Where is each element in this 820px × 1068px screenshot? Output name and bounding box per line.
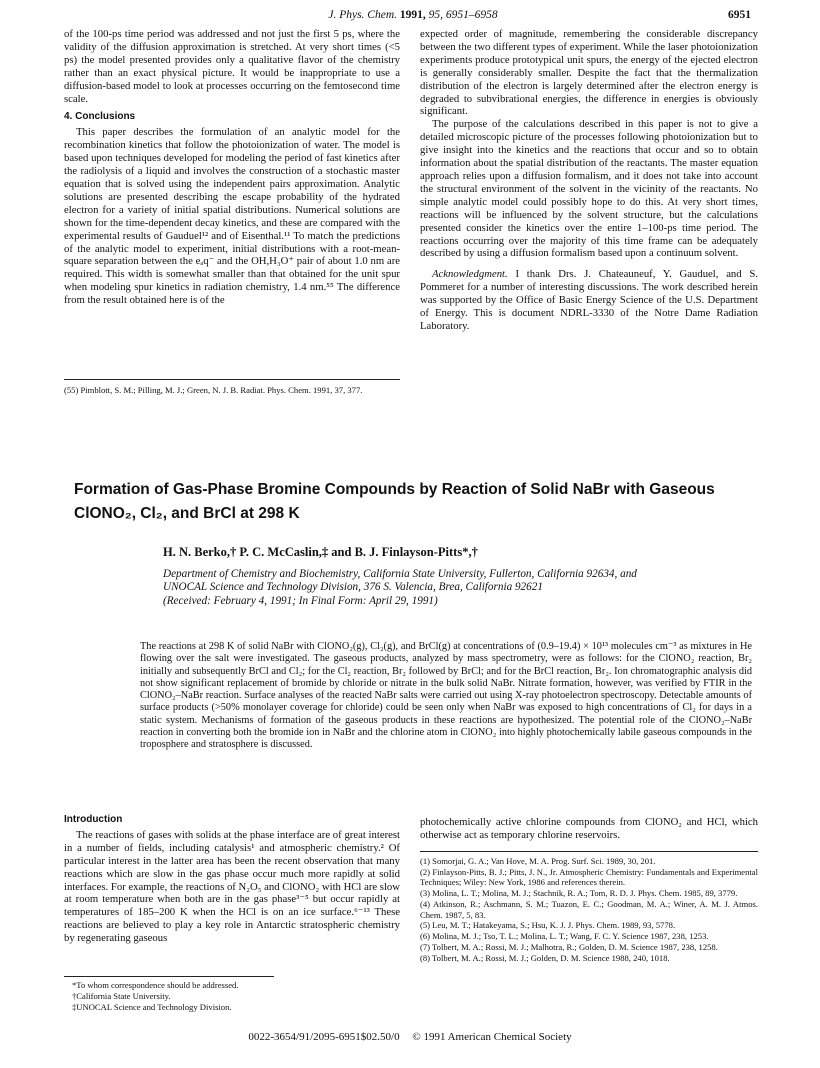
acknowledgment-label: Acknowledgment.: [432, 268, 508, 281]
abstract-text: The reactions at 298 K of solid NaBr with ClONO₂(g), Cl₂(g), and BrCl(g) at concentrations of (0.9–19.4) × 10¹³ molecules cm⁻³ as mixtures in He flowing over the salt were investigated. The gaseous products, analyzed by mass spectrometry, were as follows: for the ClONO₂ reaction, Br₂ initially and subsequently BrCl and Cl₂; for the Cl₂ reaction, Br₂ followed by BrCl; and for the BrCl reaction, Br₂. Ion chromatographic analysis did not show significant replacement of bromide by chloride or nitrate in the bulk solid NaBr. Nitrate formation, however, was verified by FTIR in the ClONO₂–NaBr reaction. Surface analyses of the reacted NaBr salts were carried out using X-ray photoelectron spectroscopy. Detectable amounts of surface products (>50% monolayer coverage for chloride) could be seen only when NaBr was exposed to high concentrations of Cl₂ for days in a static system. Mechanisms of formation of the gaseous products in these reactions are hypothesized. The potential role of the ClONO₂–NaBr reaction in converting both the bromide ion in NaBr and the chlorine atom in ClONO₂ into highly photochemically labile gaseous compounds in the troposphere and stratosphere is discussed.: [140, 641, 752, 751]
footnote-divider: [64, 379, 400, 380]
corresponding-author-note: *To whom correspondence should be addressed.: [72, 980, 239, 990]
reference-item: (8) Tolbert, M. A.; Rossi, M. J.; Golden, D. M. Science 1988, 240, 1018.: [420, 953, 670, 964]
affiliation: [163, 568, 773, 608]
reference-item: (4) Atkinson, R.; Aschmann, S. M.; Tuazon, E. C.; Goodman, M. A.; Winer, A. M. J. Atmos. Chem. 1987, 5, 83.: [420, 899, 758, 920]
section-heading: 4. Conclusions: [64, 111, 136, 123]
reference-item: (6) Molina, M. J.; Tso, T. L.; Molina, L. T.; Wang, F. C. Y. Science 1987, 238, 1253.: [420, 931, 709, 942]
acknowledgment-text: I thank Drs. J. Chateauneuf, Y. Gauduel, and S. Pommeret for a number of interesting discussions. The work described herein was supported by the Office of Basic Energy Science of the U.S. Department of Energy. This is document NDRL-3330 of the Notre Dame Radiation Laboratory.: [420, 268, 758, 332]
abstract: [140, 641, 752, 752]
page-number: 6951: [728, 9, 751, 21]
affiliation-line: Department of Chemistry and Biochemistry, California State University, Fullerton, California 92634, and: [163, 568, 637, 580]
article-code: 0022-3654/91/2095-6951$02.50/0: [248, 1031, 400, 1043]
paragraph: expected order of magnitude, remembering the considerable discrepancy between the two different types of experiment. While the laser photoionization experiments produce prototypical unit spurs, the energy of the ejected electron is generally considerably smaller. Despite the fact that the thermalization distribution of the electron is largely determined after the electron energy is degraded to subvibrational energies, the difference in energies is obviously significant.: [420, 28, 758, 118]
introduction-left-column: [64, 814, 400, 945]
journal-name: J. Phys. Chem.: [328, 9, 398, 21]
authors: H. N. Berko,† P. C. McCaslin,‡ and B. J. Finlayson-Pitts*,†: [163, 545, 478, 559]
footnote: [64, 385, 400, 396]
reference-item: (2) Finlayson-Pitts, B. J.; Pitts, J. N., Jr. Atmospheric Chemistry: Fundamentals and Experimental Techniques; Wiley: New York, 1986 and references therein.: [420, 866, 758, 888]
affiliation-note: ‡UNOCAL Science and Technology Division.: [72, 1001, 232, 1012]
article-title-line: Formation of Gas-Phase Bromine Compounds by Reaction of Solid NaBr with Gaseous: [74, 481, 715, 498]
introduction-right-column: [420, 816, 758, 842]
references-divider: [420, 851, 758, 852]
article-title-line: ClONO₂, Cl₂, and BrCl at 298 K: [74, 505, 300, 522]
previous-article-left-column: [64, 28, 400, 307]
running-head: [75, 9, 751, 25]
reference-item: (7) Tolbert, M. A.; Rossi, M. J.; Malhotra, R.; Golden, D. M. Science 1987, 238, 1258.: [420, 942, 718, 953]
footnote-55: (55) Pimblott, S. M.; Pilling, M. J.; Green, N. J. B. Radiat. Phys. Chem. 1991, 37, 377.: [64, 385, 363, 395]
journal-year: 1991,: [399, 9, 426, 21]
affiliation-line: UNOCAL Science and Technology Division, 376 S. Valencia, Brea, California 92621: [163, 581, 543, 594]
correspondence-notes: [72, 980, 402, 1013]
reference-item: (3) Molina, L. T.; Molina, M. J.; Stachnik, R. A.; Tom, R. D. J. Phys. Chem. 1985, 89, 3779.: [420, 888, 738, 899]
page-footer: [0, 1031, 820, 1043]
reference-item: (5) Leu, M. T.; Hatakeyama, S.; Hsu, K. J. J. Phys. Chem. 1989, 93, 5778.: [420, 920, 676, 931]
paragraph: photochemically active chlorine compounds from ClONO₂ and HCl, which otherwise act as temporary chlorine reservoirs.: [420, 816, 758, 841]
section-heading: Introduction: [64, 814, 123, 825]
acknowledgment: [420, 268, 758, 333]
footnote-divider: [64, 976, 274, 977]
journal-citation: [75, 9, 751, 21]
paragraph: This paper describes the formulation of an analytic model for the recombination kinetics that follow the photoionization of water. The model is based upon techniques developed for modeling the period of fast kinetics after the radiolysis of a liquid and involves the construction of a stochastic master equation that is solved using the independent pairs approximation. Analytic solutions are presented describing the escape probability of the hydrated electron for a variety of initial spatial distributions. Numerical solutions are shown for the time-dependent decay kinetics, and these are compared with the experimental results of Gauduel¹² and of Eisenthal.¹¹ To match the predictions of the analytic model to experiment, initial distributions with a root-mean-square separation between the eₐq⁻ and the OH,H₃O⁺ pair of about 1.0 nm are required. This width is somewhat smaller than that obtained for the unit spur when modeling spur kinetics in radiation chemistry, 1.4 nm.⁵⁵ The difference from the result obtained here is of the: [64, 126, 400, 307]
references-list: [420, 856, 758, 964]
paragraph: The reactions of gases with solids at the phase interface are of great interest in a number of fields, including catalysis¹ and atmospheric chemistry.² Of particular interest in the latter area has been the recent observation that many reactions which are slow in the gas phase occur much more rapidly at solid interfaces. For example, the reactions of N₂O₅ and ClONO₂ with HCl are slow at room temperature when both are in the gas phase³⁻⁵ but occur rapidly at temperatures of 185–200 K when the HCl is on an ice surface.⁶⁻¹³ These reactions are believed to play a key role in Antarctic stratospheric chemistry by regenerating gaseous: [64, 828, 400, 945]
received-dates: (Received: February 4, 1991; In Final Form: April 29, 1991): [163, 594, 438, 607]
copyright-notice: © 1991 American Chemical Society: [412, 1031, 572, 1043]
affiliation-note: †California State University.: [72, 990, 171, 1001]
volume-pages: 95, 6951–6958: [428, 9, 498, 21]
previous-article-right-column: [420, 28, 758, 333]
paragraph: of the 100-ps time period was addressed and not just the first 5 ps, where the validity of the diffusion approximation is stretched. At very short times (<5 ps) the model presented provides only a qualitative flavor of the chemistry rather than an exact physical picture. It would be inappropriate to use a diffusion-based model to look at processes occurring on the femtosecond time scale.: [64, 28, 400, 105]
article-title: [74, 478, 754, 526]
reference-item: (1) Somorjai, G. A.; Van Hove, M. A. Prog. Surf. Sci. 1989, 30, 201.: [420, 856, 656, 866]
paragraph: The purpose of the calculations described in this paper is not to give a detailed microscopic picture of the processes following photoionization but to give insight into the kinetics and the reactions that occur and so to obtain information about the spatial distribution of the reactants. The master equation approach relies upon a diffusion formalism, and it does not take into account the structural environment of the solvent in the vicinity of the reactants. No simple analytic model could possibly hope to do this. At very short times, reactions will be influenced by the solvent structure, but the calculations presented consider the kinetics over the entire 1–100-ps time period. The reactions occurring over the majority of this time frame can be adequately described by using a diffusion formalism based upon a continuum solvent.: [420, 118, 758, 260]
